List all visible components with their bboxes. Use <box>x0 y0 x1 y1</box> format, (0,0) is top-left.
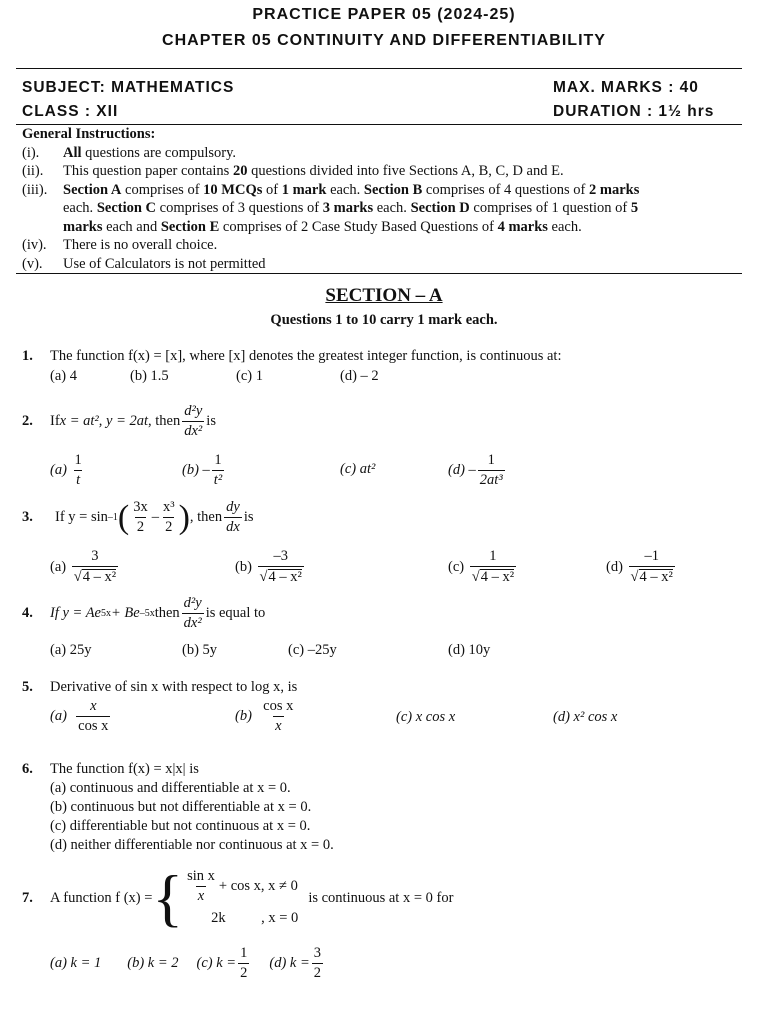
question-5: 5. Derivative of sin x with respect to log x, is <box>22 679 298 695</box>
section-subtitle: Questions 1 to 10 carry 1 mark each. <box>270 312 498 328</box>
question-4: 4. If y = Ae 5x + Be –5x then $\frac{\text{d²y}}{\text{dx²}}$ is equal to <box>22 595 266 632</box>
q7-option-c: (c) k = $\frac{1}{2}$ <box>196 945 248 982</box>
q2-option-b: (b) – $\frac{1}{\text{t²}}$ <box>182 452 223 489</box>
piecewise-cases: $\frac{\text{sin x}}{x}$ + cos x, x ≠ 0 2k , x = 0 <box>187 867 299 927</box>
duration-label: DURATION : 1½ hrs <box>553 103 715 120</box>
q7-option-b: (b) k = 2 <box>127 955 179 972</box>
instruction-item: (iv). There is no overall choice. <box>22 237 218 253</box>
instruction-item: (iii). Section A comprises of 10 MCQs of 1 mark each. Section B comprises of 4 questions of 2 marks <box>22 181 640 198</box>
q4-option-b: (b) 5y <box>182 642 218 658</box>
q2-option-c: (c) at² <box>340 461 376 477</box>
q3-option-c: (c) $\frac{1}{\text{√4 – x²}}$ <box>448 548 515 586</box>
divider <box>16 68 742 69</box>
instruction-item: (i). All questions are compulsory. <box>22 144 237 161</box>
question-6: 6. The function f(x) = x|x| is (a) continuous and differentiable at x = 0. (b) continuous but not differentiable at x = 0. (c) differentiable but not continuous at x = 0. (d) neither differentiable nor continuous at x = 0. <box>22 761 334 853</box>
q1-option-a: (a) 4 <box>50 368 77 384</box>
subject-label: SUBJECT: MATHEMATICS <box>22 79 235 96</box>
q6-option-b: (b) continuous but not differentiable at x = 0. <box>50 799 312 815</box>
q7-option-a: (a) k = 1 <box>50 955 102 972</box>
q5-option-d: (d) x² cos x <box>553 709 618 725</box>
q1-option-d: (d) – 2 <box>340 368 379 384</box>
q2-option-a: (a) $\frac{1}{t}$ <box>50 452 82 489</box>
q5-option-a: (a) $\frac{x}{\text{cos x}}$ <box>50 698 109 735</box>
chapter-title: CHAPTER 05 CONTINUITY AND DIFFERENTIABILITY <box>162 32 606 49</box>
instruction-item-cont: marks each and Section E comprises of 2 Case Study Based Questions of 4 marks each. <box>63 218 582 235</box>
q2-option-d: (d) – $\frac{1}{\text{2at³}}$ <box>448 452 503 489</box>
q4-option-a: (a) 25y <box>50 642 92 658</box>
instructions-heading: General Instructions: <box>22 126 156 142</box>
instruction-item: (v). Use of Calculators is not permitted <box>22 255 266 272</box>
q4-option-d: (d) 10y <box>448 642 491 658</box>
max-marks-label: MAX. MARKS : 40 <box>553 79 699 96</box>
q5-option-b: (b) $\frac{\text{cos x}}{x}$ <box>235 698 294 735</box>
q4-option-c: (c) –25y <box>288 642 337 658</box>
q7-option-d: (d) k = $\frac{3}{2}$ <box>269 945 321 982</box>
class-label: CLASS : XII <box>22 103 119 120</box>
q6-option-a: (a) continuous and differentiable at x = 0. <box>50 780 291 796</box>
q6-option-c: (c) differentiable but not continuous at x = 0. <box>50 818 311 834</box>
q1-option-b: (b) 1.5 <box>130 368 169 384</box>
q7-options <box>50 946 325 981</box>
section-title: SECTION – A <box>325 285 443 306</box>
divider <box>16 273 742 274</box>
q3-option-d: (d) $\frac{-1}{\text{√4 – x²}}$ <box>606 548 673 586</box>
q3-option-a: (a) $\frac{3}{\text{√4 – x²}}$ <box>50 548 117 586</box>
instruction-item-cont: each. Section C comprises of 3 questions of 3 marks each. Section D comprises of 1 question of 5 <box>63 200 639 216</box>
question-2: 2. If x = at², y = 2at , then $\frac{\text{d²y}}{\text{dx²}}$ is <box>22 403 216 440</box>
instruction-item: (ii). This question paper contains 20 questions divided into five Sections A, B, C, D and E. <box>22 163 564 179</box>
q3-option-b: (b) $\frac{-3}{\text{√4 – x²}}$ <box>235 548 302 586</box>
question-7: 7. A function f (x) = { $\frac{\text{sin x}}{x}$ + cos x, x ≠ 0 2k , x = 0 is continuous at x = 0 for <box>22 862 454 933</box>
paper-title: PRACTICE PAPER 05 (2024-25) <box>252 6 516 23</box>
question-3: 3. If y = sin –1 ( $\frac{3x}{2}$ – $\frac{\text{x³}}{2}$ ) , then $\frac{dy}{dx}$ is <box>22 498 254 536</box>
q1-option-c: (c) 1 <box>236 368 263 384</box>
q6-option-d: (d) neither differentiable nor continuous at x = 0. <box>50 837 334 853</box>
general-instructions <box>22 125 746 273</box>
q5-option-c: (c) x cos x <box>396 709 456 725</box>
question-1: 1. The function f(x) = [x], where [x] denotes the greatest integer function, is continuous at: <box>22 348 562 364</box>
